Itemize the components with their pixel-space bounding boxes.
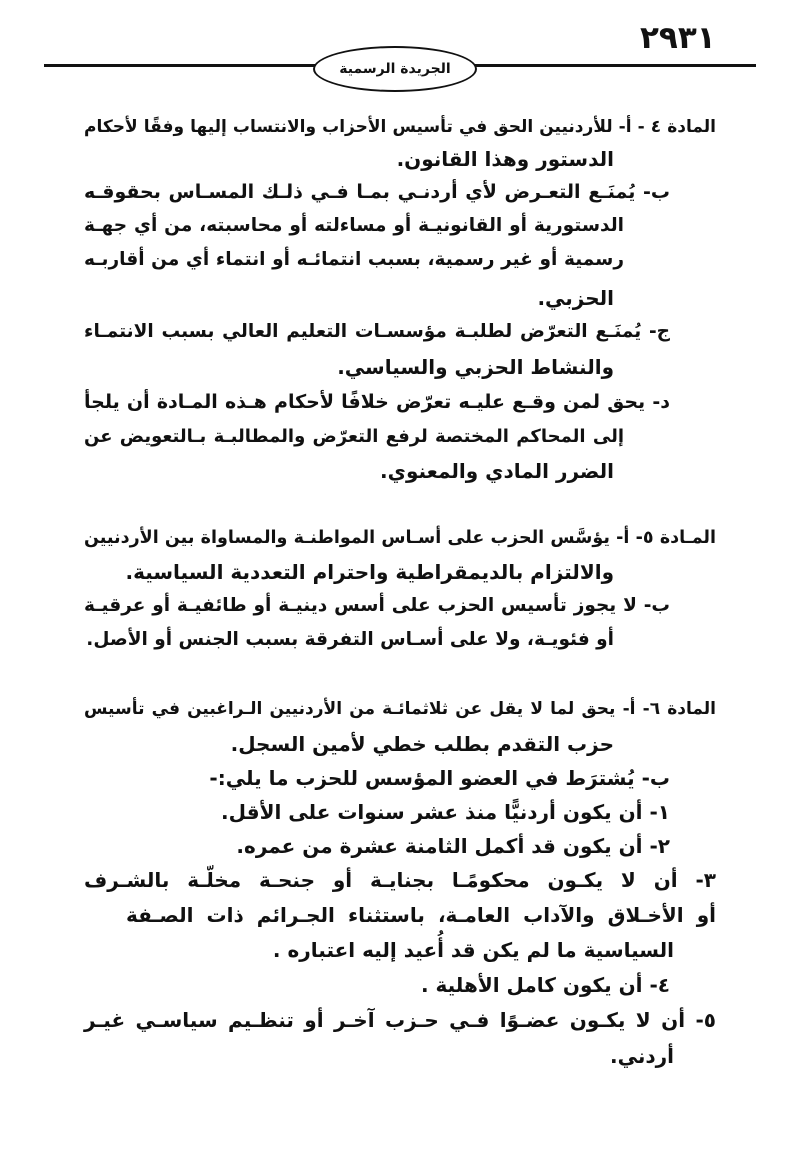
article-4-line-3: ب- يُمنَـع التعـرض لأي أردنـي بمـا فـي ذلـك المسـاس بحقوقـه: [84, 181, 670, 203]
article-4-line-11: الضرر المادي والمعنوي.: [380, 459, 614, 483]
article-6-line-10: ٥- أن لا يكـون عضـوًا فـي حـزب آخـر أو تنظـيم سياسـي غيـر: [84, 1008, 716, 1032]
page-number: ٢٩٣١: [640, 20, 716, 56]
article-4-line-7: ج- يُمنَـع التعرّض لطلبـة مؤسسـات التعليم العالي بسبب الانتمـاء: [84, 321, 670, 342]
article-6-line-8: السياسية ما لم يكن قد أُعيد إليه اعتباره .: [272, 938, 674, 962]
article-6-line-9: ٤- أن يكون كامل الأهلية .: [420, 973, 670, 997]
article-4-line-8: والنشاط الحزبي والسياسي.: [337, 355, 614, 379]
article-6-line-1: المادة ٦- أ- يحق لما لا يقل عن ثلاثمائـة من الأردنيين الـراغبين في تأسيس: [84, 699, 716, 719]
article-4-line-5: رسمية أو غير رسمية، بسبب انتمائـه أو انتماء أي من أقاربـه: [84, 249, 624, 270]
article-6-line-7: أو الأخـلاق والآداب العامـة، باستثناء الجـرائم ذات الصـفة: [126, 903, 716, 927]
article-4-line-4: الدستورية أو القانونيـة أو مساءلته أو محاسبته، من أي جهـة: [84, 215, 624, 236]
article-4-line-10: إلى المحاكم المختصة لرفع التعرّض والمطالبـة بـالتعويض عن: [84, 426, 624, 447]
article-5-line-2: والالتزام بالديمقراطية واحترام التعددية السياسية.: [125, 560, 614, 584]
article-5-line-4: أو فئويـة، ولا على أسـاس التفرقة بسبب الجنس أو الأصل.: [86, 629, 614, 650]
article-6-line-3: ب- يُشترَط في العضو المؤسس للحزب ما يلي:-: [209, 766, 670, 790]
article-4-line-1: المادة ٤ - أ- للأردنيين الحق في تأسيس الأحزاب والانتساب إليها وفقًا لأحكام: [84, 117, 716, 137]
article-6-line-6: ٣- أن لا يكـون محكومًـا بجنايـة أو جنحـة مخلّـة بالشـرف: [84, 868, 716, 892]
article-5-line-3: ب- لا يجوز تأسيس الحزب على أسس دينيـة أو طائفيـة أو عرقيـة: [84, 595, 670, 616]
article-4-line-9: د- يحق لمن وقـع عليـه تعرّض خلافًا لأحكام هـذه المـادة أن يلجأ: [84, 391, 670, 413]
article-6-line-2: حزب التقدم بطلب خطي لأمين السجل.: [230, 732, 614, 756]
article-6-line-11: أردني.: [610, 1044, 674, 1068]
article-4-line-2: الدستور وهذا القانون.: [396, 147, 614, 171]
gazette-title: الجريدة الرسمية: [339, 61, 451, 77]
article-4-line-6: الحزبي.: [537, 286, 614, 310]
article-6-line-5: ٢- أن يكون قد أكمل الثامنة عشرة من عمره.: [236, 834, 670, 858]
article-6-line-4: ١- أن يكون أردنيًّا منذ عشر سنوات على الأقل.: [221, 800, 670, 824]
gazette-title-badge: [313, 46, 477, 92]
article-5-line-1: المـادة ٥- أ- يؤسَّس الحزب على أسـاس المواطنـة والمساواة بين الأردنيين: [84, 528, 716, 548]
